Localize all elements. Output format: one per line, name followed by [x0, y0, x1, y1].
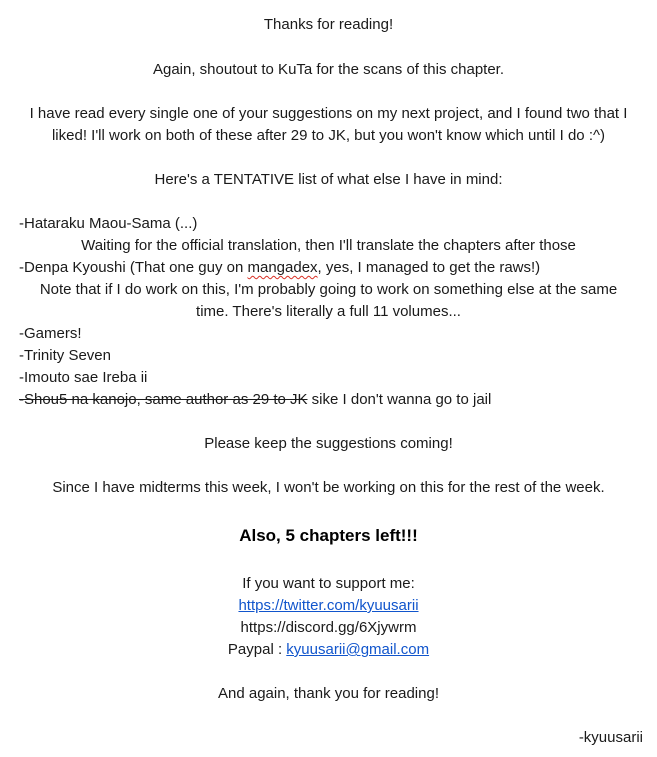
shoutout-line: Again, shoutout to KuTa for the scans of this chapter.	[152, 61, 505, 78]
project-imouto: -Imouto sae Ireba ii	[19, 369, 148, 386]
project-denpa-title	[19, 258, 540, 280]
project-denpa-note-1: Note that if I do work on this, I'm probably going to work on something else at the same	[39, 281, 618, 298]
twitter-link[interactable]: https://twitter.com/kyuusarii	[238, 597, 419, 614]
shou5-struck-text: -Shou5 na kanojo, same author as 29 to JK	[19, 391, 308, 408]
mangadex-misspelled-word: mangadex	[247, 259, 318, 276]
denpa-title-prefix: -Denpa Kyoushi (That one guy on	[19, 259, 248, 276]
paypal-line	[0, 640, 657, 662]
paypal-label: Paypal :	[227, 641, 287, 658]
project-shou5	[19, 390, 491, 412]
denpa-title-suffix: , yes, I managed to get the raws!)	[317, 259, 541, 276]
support-heading: If you want to support me:	[242, 575, 415, 592]
list-intro: Here's a TENTATIVE list of what else I have in mind:	[154, 171, 503, 188]
project-gamers: -Gamers!	[19, 325, 82, 342]
chapters-left-line: Also, 5 chapters left!!!	[239, 526, 418, 545]
project-hataraku-note: Waiting for the official translation, then I'll translate the chapters after those	[81, 237, 576, 254]
suggestions-line-1: I have read every single one of your suggestions on my next project, and I found two that I	[29, 105, 628, 122]
midterms-line: Since I have midterms this week, I won't be working on this for the rest of the week.	[52, 479, 605, 496]
shou5-trailing-text: sike I don't wanna go to jail	[307, 391, 492, 408]
signature: -kyuusarii	[578, 729, 643, 746]
suggestions-line-2: liked! I'll work on both of these after 29 to JK, but you won't know which until I do :^)	[51, 127, 606, 144]
twitter-link-row	[0, 596, 657, 618]
project-hataraku-title: -Hataraku Maou-Sama (...)	[19, 215, 198, 232]
closing-line: And again, thank you for reading!	[218, 685, 439, 702]
discord-line: https://discord.gg/6Xjywrm	[240, 619, 417, 636]
thanks-line: Thanks for reading!	[263, 16, 394, 33]
keep-suggestions-line: Please keep the suggestions coming!	[204, 435, 453, 452]
project-trinity-seven: -Trinity Seven	[19, 347, 111, 364]
project-denpa-note-2: time. There's literally a full 11 volumes...	[196, 303, 461, 320]
paypal-email-link[interactable]: kyuusarii@gmail.com	[286, 641, 430, 658]
